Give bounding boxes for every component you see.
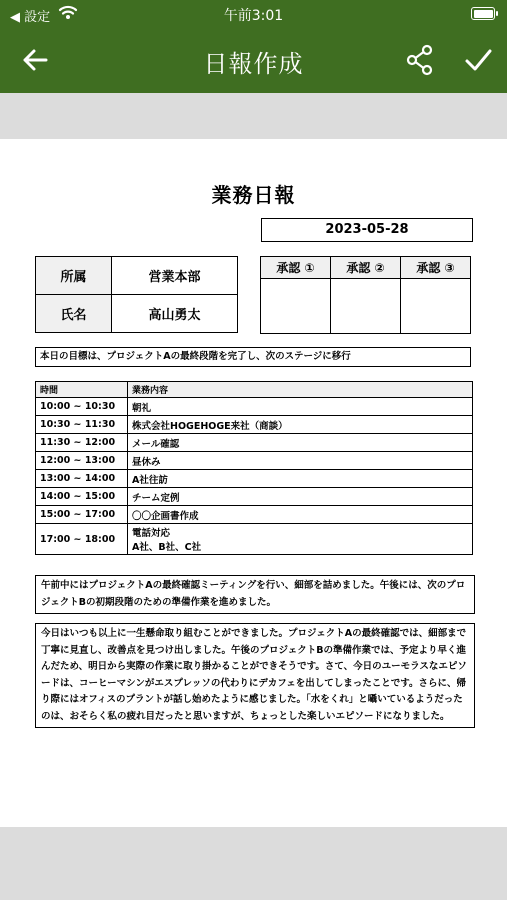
- back-to-settings-link[interactable]: ◀ 設定: [10, 10, 51, 25]
- table-row[interactable]: [36, 506, 473, 524]
- schedule-time: 11:30 ~ 12:00: [36, 434, 128, 452]
- schedule-time: 10:00 ~ 10:30: [36, 398, 128, 416]
- schedule-task: 昼休み: [128, 452, 473, 470]
- schedule-task: 〇〇企画書作成: [128, 506, 473, 524]
- approval-table: [260, 256, 471, 334]
- reflection-text[interactable]: 今日はいつも以上に一生懸命取り組むことができました。プロジェクトAの最終確認では、細部まで丁寧に見直し、改善点を見つけ出しました。午後のプロジェクトBの準備作業では、予定より早く進んだため、明日から実際の作業に取り掛かることができそうです。さて、今日のユーモラスなエピソードは、コーヒーマシンがエスプレッソの代わりにデカフェを出してしまったことです。さらに、帰り際にはオフィスのプラントが話し始めたように感じました。「水をくれ」と囁いているようだったのは、おそらく私の疲れ目だったと思いますが、ちょっとした楽しいエピソードになりました。: [35, 623, 475, 728]
- schedule-header-time: 時間: [36, 382, 128, 398]
- summary-text[interactable]: 午前中にはプロジェクトAの最終確認ミーティングを行い、細部を詰めました。午後には、次のプロジェクトBの初期段階のための準備作業を進めました。: [35, 575, 475, 614]
- navigation-bar: [0, 0, 507, 93]
- approval-stamp-3[interactable]: [401, 279, 471, 334]
- info-table: [35, 256, 238, 333]
- status-bar: [0, 0, 507, 28]
- schedule-task: メール確認: [128, 434, 473, 452]
- schedule-time: 12:00 ~ 13:00: [36, 452, 128, 470]
- dept-value[interactable]: 営業本部: [112, 257, 238, 295]
- schedule-task: 朝礼: [128, 398, 473, 416]
- table-row[interactable]: [36, 470, 473, 488]
- report-title: 業務日報: [211, 183, 296, 207]
- table-row[interactable]: [36, 524, 473, 555]
- table-row[interactable]: [36, 434, 473, 452]
- table-row[interactable]: [36, 452, 473, 470]
- page-title: 日報作成: [203, 50, 304, 78]
- schedule-table: [35, 381, 473, 555]
- name-value[interactable]: 高山勇太: [112, 295, 238, 333]
- report-date[interactable]: 2023-05-28: [261, 218, 473, 242]
- checkmark-icon[interactable]: [463, 45, 493, 75]
- table-row[interactable]: [36, 488, 473, 506]
- battery-icon: [471, 7, 495, 20]
- status-time: 午前3:01: [223, 8, 284, 24]
- approval-stamp-1[interactable]: [261, 279, 331, 334]
- approval-header-2: 承認 ②: [331, 257, 401, 279]
- schedule-header-task: 業務内容: [128, 382, 473, 398]
- table-row[interactable]: [36, 416, 473, 434]
- goal-text[interactable]: 本日の目標は、プロジェクトAの最終段階を完了し、次のステージに移行: [35, 347, 471, 367]
- schedule-time: 13:00 ~ 14:00: [36, 470, 128, 488]
- dept-label: 所属: [36, 257, 112, 295]
- approval-header-1: 承認 ①: [261, 257, 331, 279]
- schedule-time: 10:30 ~ 11:30: [36, 416, 128, 434]
- schedule-task: A社往訪: [128, 470, 473, 488]
- share-icon[interactable]: [405, 44, 435, 76]
- approval-stamp-2[interactable]: [331, 279, 401, 334]
- schedule-time: 17:00 ~ 18:00: [36, 524, 128, 555]
- schedule-task: チーム定例: [128, 488, 473, 506]
- schedule-time: 15:00 ~ 17:00: [36, 506, 128, 524]
- schedule-task: 株式会社HOGEHOGE来社（商談）: [128, 416, 473, 434]
- schedule-task-cell: [128, 524, 473, 555]
- schedule-time: 14:00 ~ 15:00: [36, 488, 128, 506]
- report-document: [0, 139, 507, 827]
- schedule-task: 電話対応: [132, 528, 171, 539]
- table-row[interactable]: [36, 398, 473, 416]
- name-label: 氏名: [36, 295, 112, 333]
- approval-header-3: 承認 ③: [401, 257, 471, 279]
- schedule-task-detail: A社、B社、C社: [132, 542, 202, 553]
